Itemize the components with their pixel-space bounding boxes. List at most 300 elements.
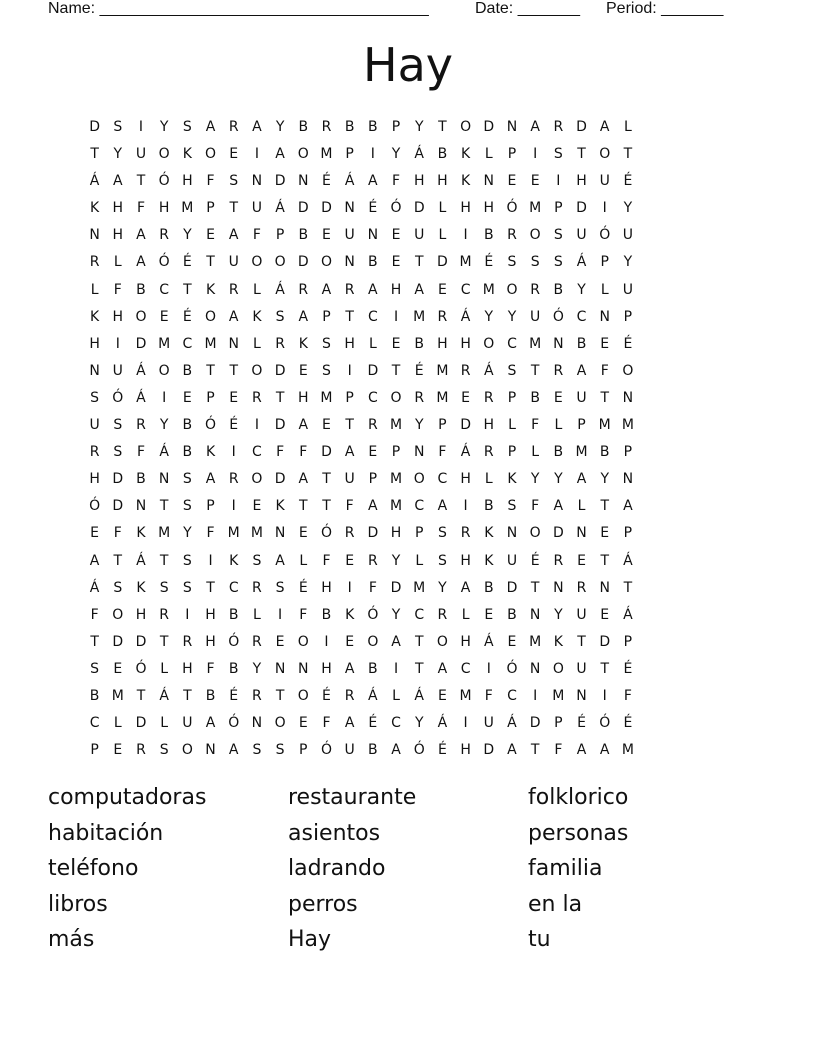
grid-letter: I xyxy=(115,335,120,352)
grid-letter: C xyxy=(182,335,193,352)
grid-letter: I xyxy=(185,606,190,623)
grid-letter: T xyxy=(275,687,285,704)
grid-letter: R xyxy=(182,633,193,650)
grid-letter: S xyxy=(322,335,331,352)
grid-letter: L xyxy=(577,498,586,515)
grid-letter: B xyxy=(368,119,378,135)
grid-letter: A xyxy=(599,742,610,759)
grid-letter: E xyxy=(530,173,540,190)
grid-letter: É xyxy=(229,687,239,704)
grid-letter: I xyxy=(208,552,213,569)
grid-letter: E xyxy=(507,173,517,190)
grid-letter: Ó xyxy=(228,715,240,732)
grid-letter: S xyxy=(90,660,100,677)
grid-letter: K xyxy=(484,525,494,542)
grid-letter: N xyxy=(228,335,239,352)
grid-letter: P xyxy=(438,417,447,434)
grid-letter: A xyxy=(576,742,587,759)
grid-letter: Á xyxy=(483,633,494,650)
grid-letter: L xyxy=(484,471,493,488)
grid-letter: S xyxy=(553,254,563,271)
grid-letter: T xyxy=(229,200,238,217)
grid-letter: F xyxy=(554,742,563,759)
grid-letter: A xyxy=(414,281,424,298)
grid-letter: A xyxy=(599,119,610,135)
grid-letter: N xyxy=(553,335,564,352)
grid-letter: A xyxy=(298,417,309,434)
word-list-item: restaurante xyxy=(288,785,417,810)
grid-letter: D xyxy=(529,715,541,732)
grid-letter: I xyxy=(254,417,259,434)
grid-letter: O xyxy=(251,254,263,271)
grid-letter: R xyxy=(507,227,517,244)
grid-row xyxy=(83,249,733,276)
grid-letter: M xyxy=(529,335,542,352)
grid-letter: N xyxy=(553,579,564,596)
grid-letter: E xyxy=(553,389,563,406)
grid-letter: L xyxy=(253,335,261,352)
grid-letter: A xyxy=(275,552,285,569)
grid-letter: F xyxy=(322,715,331,732)
grid-letter: I xyxy=(602,687,607,704)
grid-letter: R xyxy=(89,444,100,461)
grid-letter: T xyxy=(600,389,609,406)
grid-letter: Y xyxy=(577,281,586,298)
grid-letter: P xyxy=(206,498,215,515)
grid-letter: P xyxy=(623,633,633,650)
grid-letter: E xyxy=(322,227,331,244)
grid-letter: S xyxy=(113,444,123,461)
grid-letter: R xyxy=(344,525,355,542)
grid-row xyxy=(83,277,733,304)
grid-letter: N xyxy=(251,173,263,190)
grid-letter: L xyxy=(438,227,447,244)
grid-letter: B xyxy=(483,227,494,244)
grid-letter: T xyxy=(577,146,586,163)
grid-letter: A xyxy=(368,498,378,515)
grid-letter: H xyxy=(344,335,355,352)
grid-letter: N xyxy=(599,579,610,596)
grid-letter: D xyxy=(367,525,379,542)
grid-letter: K xyxy=(136,579,146,596)
grid-letter: Ó xyxy=(506,660,518,677)
word-column xyxy=(528,780,758,958)
grid-letter: D xyxy=(506,579,518,596)
grid-letter: T xyxy=(159,633,169,650)
date-field: Date: _______ xyxy=(475,0,580,17)
grid-letter: B xyxy=(182,444,193,461)
grid-letter: O xyxy=(413,471,425,488)
grid-letter: Ó xyxy=(320,525,332,542)
grid-row xyxy=(83,629,733,656)
grid-letter: A xyxy=(460,579,471,596)
grid-letter: C xyxy=(507,687,517,704)
grid-letter: R xyxy=(414,389,425,406)
grid-letter: R xyxy=(159,606,170,623)
grid-letter: H xyxy=(205,606,216,623)
grid-letter: R xyxy=(553,119,564,135)
grid-letter: O xyxy=(506,281,518,298)
grid-letter: L xyxy=(113,254,122,271)
grid-letter: O xyxy=(181,742,193,759)
grid-letter: E xyxy=(275,633,285,650)
word-list-item: personas xyxy=(528,820,629,846)
grid-letter: A xyxy=(437,498,448,515)
grid-letter: L xyxy=(415,552,424,569)
grid-letter: P xyxy=(507,444,517,461)
grid-letter: B xyxy=(553,281,564,298)
grid-row xyxy=(83,710,733,737)
grid-letter: A xyxy=(205,471,216,488)
grid-letter: F xyxy=(600,362,609,379)
grid-letter: Y xyxy=(530,471,540,488)
grid-letter: H xyxy=(460,552,471,569)
grid-letter: E xyxy=(368,444,378,461)
grid-letter: É xyxy=(530,552,540,569)
grid-letter: R xyxy=(576,579,587,596)
grid-letter: M xyxy=(204,335,217,352)
grid-letter: Y xyxy=(600,471,609,488)
grid-letter: C xyxy=(159,281,170,298)
word-list-item: ladrando xyxy=(288,856,386,881)
grid-letter: Á xyxy=(136,389,146,406)
grid-letter: U xyxy=(530,308,541,325)
grid-letter: Y xyxy=(159,417,169,434)
grid-letter: N xyxy=(413,444,425,461)
grid-letter: F xyxy=(531,417,540,434)
grid-letter: L xyxy=(253,606,261,623)
grid-letter: H xyxy=(437,173,448,190)
grid-letter: B xyxy=(136,471,146,488)
grid-row xyxy=(83,493,733,520)
grid-letter: I xyxy=(347,362,352,379)
grid-letter: I xyxy=(486,660,491,677)
grid-letter: A xyxy=(576,362,587,379)
grid-letter: B xyxy=(414,335,425,352)
grid-letter: A xyxy=(391,742,401,759)
grid-letter: T xyxy=(530,579,540,596)
word-list-item: teléfono xyxy=(48,856,139,881)
grid-letter: N xyxy=(205,742,216,759)
grid-letter: T xyxy=(229,362,238,379)
grid-letter: U xyxy=(414,227,425,244)
grid-letter: M xyxy=(552,687,565,704)
grid-letter: C xyxy=(414,498,425,515)
grid-letter: Y xyxy=(554,606,563,623)
grid-letter: U xyxy=(344,742,355,759)
grid-letter: A xyxy=(321,281,332,298)
grid-letter: A xyxy=(228,227,239,244)
grid-letter: L xyxy=(392,687,400,704)
grid-letter: A xyxy=(136,227,146,244)
grid-letter: É xyxy=(623,715,633,732)
grid-letter: K xyxy=(90,200,100,217)
grid-letter: H xyxy=(437,335,448,352)
grid-letter: N xyxy=(344,254,355,271)
grid-letter: U xyxy=(622,281,634,298)
grid-letter: A xyxy=(344,715,355,732)
grid-letter: Á xyxy=(89,579,100,596)
word-list-item: familia xyxy=(528,856,603,881)
grid-letter: Á xyxy=(136,362,146,379)
grid-letter: I xyxy=(463,715,468,732)
grid-letter: E xyxy=(437,281,447,298)
grid-letter: U xyxy=(89,417,100,434)
grid-letter: S xyxy=(229,173,239,190)
grid-letter: Y xyxy=(391,146,401,163)
grid-letter: U xyxy=(576,389,587,406)
grid-letter: K xyxy=(484,552,494,569)
grid-letter: H xyxy=(89,335,100,352)
grid-letter: T xyxy=(299,498,308,515)
grid-letter: H xyxy=(112,200,124,217)
grid-letter: R xyxy=(553,552,564,569)
grid-letter: É xyxy=(322,687,331,704)
grid-letter: M xyxy=(529,200,542,217)
grid-letter: N xyxy=(251,715,263,732)
grid-row xyxy=(83,656,733,683)
grid-letter: O xyxy=(460,119,472,135)
grid-letter: F xyxy=(438,444,447,461)
grid-letter: C xyxy=(367,308,378,325)
grid-letter: N xyxy=(622,389,634,406)
grid-letter: F xyxy=(113,281,122,298)
grid-letter: N xyxy=(344,200,355,217)
grid-letter: N xyxy=(274,525,286,542)
grid-letter: B xyxy=(228,660,239,677)
grid-letter: D xyxy=(274,471,286,488)
grid-letter: M xyxy=(389,498,403,515)
grid-letter: N xyxy=(622,471,634,488)
grid-letter: L xyxy=(600,281,609,298)
grid-letter: E xyxy=(577,552,586,569)
grid-letter: U xyxy=(344,227,355,244)
grid-letter: F xyxy=(113,525,122,542)
grid-letter: H xyxy=(390,281,402,298)
word-list-item: perros xyxy=(288,891,358,917)
grid-letter: Y xyxy=(183,525,192,542)
grid-letter: L xyxy=(438,200,447,217)
grid-letter: L xyxy=(90,281,99,298)
grid-letter: O xyxy=(297,633,309,650)
grid-letter: B xyxy=(205,687,216,704)
grid-letter: A xyxy=(507,742,517,759)
grid-letter: Y xyxy=(391,552,401,569)
grid-letter: H xyxy=(460,335,471,352)
grid-letter: D xyxy=(112,498,124,515)
grid-letter: B xyxy=(136,281,146,298)
grid-letter: M xyxy=(158,335,171,352)
grid-letter: T xyxy=(136,173,146,190)
grid-letter: E xyxy=(113,660,123,677)
grid-letter: F xyxy=(623,687,632,704)
grid-letter: O xyxy=(529,525,541,542)
grid-letter: R xyxy=(252,579,262,596)
grid-letter: Y xyxy=(507,308,517,325)
grid-letter: E xyxy=(600,606,610,623)
grid-letter: L xyxy=(299,552,308,569)
word-list-item: en la xyxy=(528,891,583,917)
grid-letter: M xyxy=(459,687,472,704)
grid-letter: L xyxy=(113,715,122,732)
grid-letter: T xyxy=(183,687,192,704)
grid-letter: F xyxy=(322,552,331,569)
grid-letter: T xyxy=(159,498,169,515)
grid-letter: N xyxy=(599,308,610,325)
grid-letter: U xyxy=(251,200,263,217)
grid-letter: M xyxy=(621,742,634,759)
grid-row xyxy=(83,331,733,358)
grid-letter: I xyxy=(602,200,607,217)
grid-letter: I xyxy=(463,227,468,244)
grid-letter: N xyxy=(135,498,147,515)
grid-letter: B xyxy=(182,362,193,379)
grid-letter: Y xyxy=(484,308,494,325)
grid-letter: D xyxy=(135,335,147,352)
word-column xyxy=(288,780,518,958)
grid-row xyxy=(83,602,733,629)
grid-letter: F xyxy=(206,660,215,677)
grid-letter: B xyxy=(368,254,378,271)
grid-letter: I xyxy=(533,146,538,163)
grid-letter: A xyxy=(530,119,540,135)
grid-letter: E xyxy=(229,146,239,163)
grid-letter: E xyxy=(507,633,517,650)
grid-row xyxy=(83,575,733,602)
grid-letter: I xyxy=(463,498,468,515)
grid-row xyxy=(83,466,733,493)
grid-letter: M xyxy=(459,254,472,271)
grid-letter: K xyxy=(252,308,262,325)
grid-letter: T xyxy=(275,389,285,406)
grid-letter: S xyxy=(113,119,123,135)
grid-letter: U xyxy=(622,227,634,244)
grid-letter: B xyxy=(553,444,564,461)
grid-letter: I xyxy=(278,606,283,623)
grid-letter: E xyxy=(298,362,308,379)
grid-letter: L xyxy=(160,660,169,677)
grid-letter: F xyxy=(90,606,99,623)
grid-letter: Ó xyxy=(158,173,170,190)
grid-letter: O xyxy=(483,335,495,352)
grid-letter: É xyxy=(577,715,586,732)
grid-letter: L xyxy=(368,335,377,352)
grid-letter: A xyxy=(576,471,587,488)
grid-letter: R xyxy=(437,308,448,325)
grid-letter: D xyxy=(297,254,309,271)
grid-letter: É xyxy=(623,173,633,190)
grid-letter: O xyxy=(297,146,309,163)
grid-letter: H xyxy=(483,417,495,434)
grid-letter: É xyxy=(414,362,424,379)
grid-letter: D xyxy=(89,119,100,135)
word-list-item: más xyxy=(48,927,95,952)
grid-letter: R xyxy=(228,281,239,298)
grid-letter: Á xyxy=(275,281,285,298)
grid-letter: E xyxy=(252,498,262,515)
grid-letter: U xyxy=(228,254,239,271)
grid-letter: A xyxy=(205,119,216,135)
grid-letter: S xyxy=(113,579,123,596)
grid-letter: O xyxy=(274,254,286,271)
grid-letter: Y xyxy=(252,660,262,677)
grid-letter: Y xyxy=(159,119,169,135)
grid-letter: H xyxy=(483,200,495,217)
grid-letter: U xyxy=(344,471,355,488)
grid-letter: T xyxy=(391,362,401,379)
header xyxy=(0,0,816,22)
grid-letter: T xyxy=(206,254,215,271)
grid-letter: P xyxy=(275,227,285,244)
grid-letter: Ó xyxy=(320,742,332,759)
grid-letter: Á xyxy=(437,715,448,732)
grid-letter: M xyxy=(529,633,542,650)
grid-letter: F xyxy=(392,173,401,190)
grid-letter: M xyxy=(575,444,588,461)
grid-letter: M xyxy=(482,281,495,298)
grid-letter: O xyxy=(112,606,124,623)
grid-letter: O xyxy=(529,227,541,244)
word-list-item: folklorico xyxy=(528,785,629,810)
grid-letter: D xyxy=(576,200,587,217)
grid-letter: C xyxy=(576,308,587,325)
grid-letter: T xyxy=(530,742,540,759)
grid-letter: A xyxy=(553,498,564,515)
grid-letter: P xyxy=(623,525,633,542)
grid-letter: A xyxy=(344,444,355,461)
grid-letter: M xyxy=(436,362,449,379)
grid-letter: É xyxy=(182,254,192,271)
grid-letter: Ó xyxy=(599,715,611,732)
grid-letter: M xyxy=(413,579,426,596)
grid-letter: N xyxy=(367,227,379,244)
grid-letter: É xyxy=(437,742,447,759)
grid-letter: E xyxy=(322,417,331,434)
grid-letter: M xyxy=(227,525,240,542)
grid-letter: M xyxy=(413,308,426,325)
grid-letter: É xyxy=(623,335,633,352)
grid-letter: Ó xyxy=(205,417,217,434)
grid-letter: F xyxy=(531,498,540,515)
grid-letter: F xyxy=(299,606,308,623)
grid-letter: P xyxy=(206,389,215,406)
grid-letter: S xyxy=(553,146,563,163)
grid-letter: H xyxy=(321,660,332,677)
grid-letter: P xyxy=(90,742,99,759)
grid-letter: E xyxy=(437,687,447,704)
grid-letter: A xyxy=(368,281,378,298)
grid-letter: É xyxy=(368,200,378,217)
grid-letter: F xyxy=(136,444,145,461)
grid-row xyxy=(83,304,733,331)
grid-row xyxy=(83,439,733,466)
grid-letter: S xyxy=(437,525,447,542)
grid-row xyxy=(83,683,733,710)
grid-letter: C xyxy=(507,335,517,352)
grid-letter: N xyxy=(298,660,309,677)
grid-letter: B xyxy=(344,119,355,135)
grid-letter: P xyxy=(554,200,563,217)
grid-letter: D xyxy=(297,200,309,217)
grid-letter: O xyxy=(274,715,286,732)
grid-letter: M xyxy=(436,389,449,406)
grid-letter: F xyxy=(345,498,354,515)
grid-letter: S xyxy=(275,579,285,596)
grid-letter: H xyxy=(390,525,402,542)
grid-letter: O xyxy=(297,687,309,704)
grid-letter: C xyxy=(414,606,425,623)
grid-letter: U xyxy=(135,146,147,163)
